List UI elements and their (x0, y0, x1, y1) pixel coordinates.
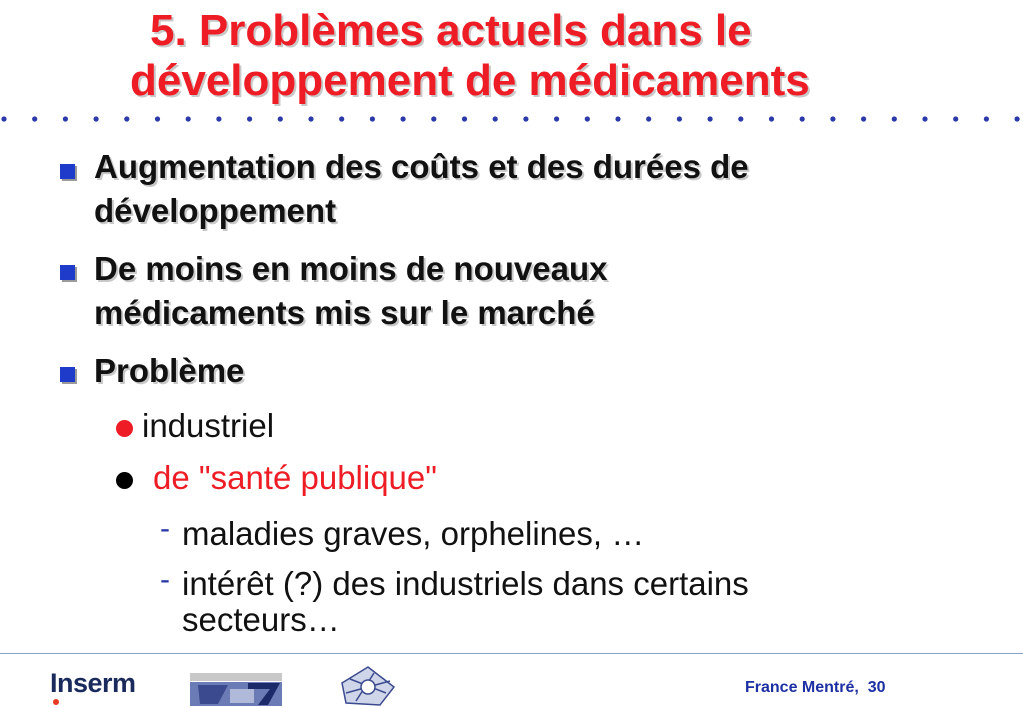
slide-title (120, 6, 1000, 106)
title-line-1: 5. Problèmes actuels dans le (150, 6, 752, 55)
divider-dot (124, 116, 129, 121)
divider-dot (32, 116, 37, 121)
divider-dot (800, 116, 805, 121)
divider-dot (370, 116, 375, 121)
dash-item-2-line-1: intérêt (?) des industriels dans certains (182, 565, 749, 602)
divider-dot (984, 116, 989, 121)
author-name: France Mentré, (745, 679, 859, 696)
divider-dot (738, 116, 743, 121)
divider-dot (247, 116, 252, 121)
divider-dot (585, 116, 590, 121)
inserm-logo: Inserm (50, 668, 136, 698)
divider-dot (615, 116, 620, 121)
divider-dot (861, 116, 866, 121)
divider-dot (892, 116, 897, 121)
dash-item-1: maladies graves, orphelines, … (182, 515, 645, 552)
bullet-3-line-1: Problème (94, 352, 245, 389)
divider-dot (677, 116, 682, 121)
divider-dot (216, 116, 221, 121)
divider-dot (922, 116, 927, 121)
bullet-2-line-2: médicaments mis sur le marché (94, 294, 595, 331)
divider-dot (1015, 116, 1020, 121)
dotted-divider (0, 113, 1023, 125)
sub-bullet-2: de "santé publique" (153, 459, 437, 496)
bullet-1-line-2: développement (94, 192, 337, 229)
title-line-2: développement de médicaments (130, 56, 810, 105)
divider-dot (523, 116, 528, 121)
square-bullet-icon (60, 265, 75, 280)
divider-dot (769, 116, 774, 121)
institute-logo (338, 665, 398, 707)
bullet-1-line-1: Augmentation des coûts et des durées de (94, 148, 749, 185)
divider-dot (554, 116, 559, 121)
divider-dot (493, 116, 498, 121)
divider-dot (94, 116, 99, 121)
round-bullet-icon (116, 420, 133, 437)
divider-dot (155, 116, 160, 121)
divider-dot (830, 116, 835, 121)
divider-dot (63, 116, 68, 121)
sub-bullet-1: industriel (142, 407, 275, 444)
footer-divider (0, 653, 1023, 654)
divider-dot (339, 116, 344, 121)
square-bullet-icon (60, 367, 75, 382)
divider-dot (186, 116, 191, 121)
divider-dot (431, 116, 436, 121)
dash-bullet-icon: - (160, 563, 170, 596)
divider-dot (646, 116, 651, 121)
divider-dot (953, 116, 958, 121)
divider-dot (278, 116, 283, 121)
divider-dot (462, 116, 467, 121)
square-bullet-icon (60, 164, 75, 179)
universite-paris-7-logo (188, 671, 284, 707)
dash-item-2-line-2: secteurs… (182, 601, 340, 638)
inserm-logo-dot (53, 699, 59, 705)
footer-author-page (745, 679, 886, 697)
divider-dot (1, 116, 6, 121)
dash-bullet-icon: - (160, 512, 170, 545)
round-bullet-icon (116, 472, 133, 489)
bullet-2-line-1: De moins en moins de nouveaux (94, 250, 608, 287)
divider-dot (401, 116, 406, 121)
divider-dot (308, 116, 313, 121)
page-number: 30 (867, 679, 886, 696)
divider-dot (708, 116, 713, 121)
